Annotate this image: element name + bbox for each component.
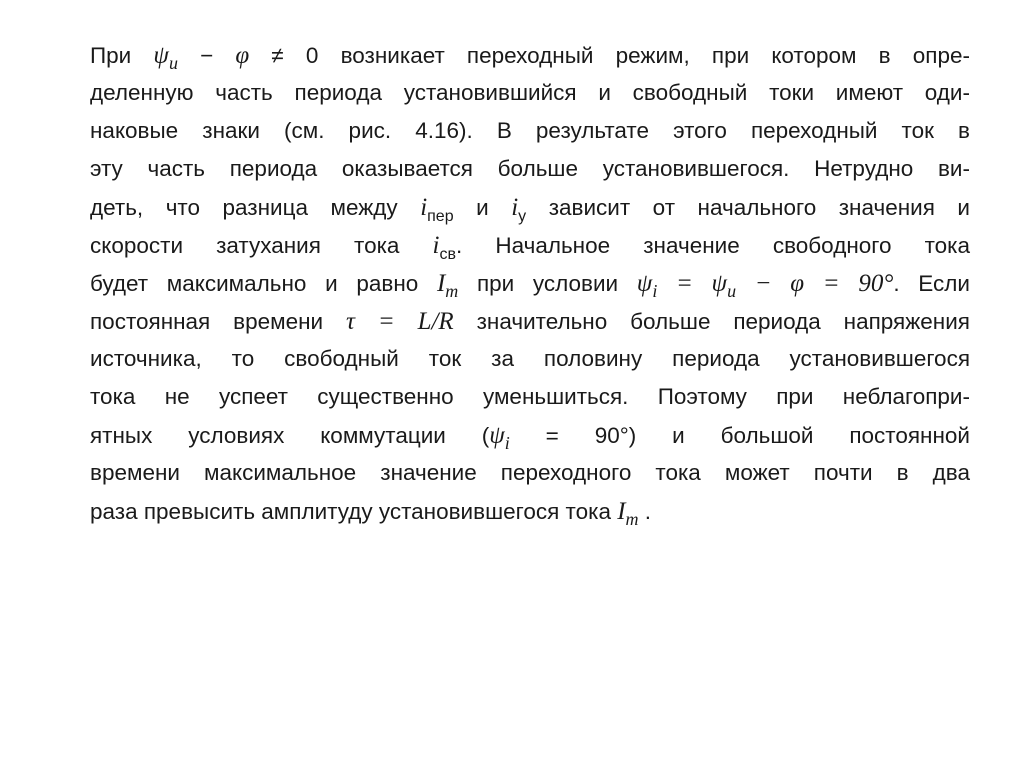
psi-symbol [153,42,178,73]
subscript-u: u [168,53,178,73]
text-line-2: деленную часть периода установившийся и свободный токи имеют оди- [90,80,970,105]
text-segment: скорости затухания тока [90,233,433,258]
text-line-4: эту часть периода оказывается больше установившегося. Нетрудно ви- [90,156,970,181]
text-line-7 [90,270,970,308]
text-line-6 [90,232,970,270]
psi-letter: ψ [636,270,653,297]
text-segment: раза превысить амплитуду установившегося тока [90,499,618,524]
i-letter: i [420,194,428,221]
text-line-8 [90,308,970,346]
subscript-u: u [727,281,737,301]
text-segment: − [177,43,236,68]
i-capital-letter: I [617,498,626,525]
text-line-5 [90,194,970,232]
text-line-9: источника, то свободный ток за половину периода установившегося [90,346,970,371]
text-line-13 [90,498,651,536]
subscript-m: m [445,281,459,301]
im-symbol [617,498,639,529]
text-segment: постоянная времени [90,309,346,334]
psi-letter: ψ [489,422,505,449]
i-capital-letter: I [436,270,446,297]
i-letter: i [432,232,440,259]
subscript-i: i [652,281,658,301]
i-u-symbol [511,194,527,225]
text-segment: ≠ 0 возникает переходный режим, при котором в опре- [249,43,970,68]
psi-letter: ψ [153,42,169,69]
text-segment: . Если [893,271,970,296]
i-letter: i [511,194,519,221]
text-segment: при условии [458,271,637,296]
text-segment: . Начальное значение свободного тока [455,233,970,258]
subscript-i: i [504,433,510,453]
text-line-12: времени максимальное значение переходного тока может почти в два [90,460,970,485]
text-line-10: тока не успеет существенно уменьшиться. Поэтому при неблагопри- [90,384,970,409]
equation-psi [636,270,894,301]
phi-symbol: φ [235,42,250,69]
text-segment: деть, что разница между [90,195,421,220]
text-segment: = 90°) и большой постоянной [509,423,970,448]
i-per-symbol [420,194,454,225]
subscript-m: m [625,509,639,529]
text-line-1 [90,42,970,80]
text-segment: значительно больше периода напряжения [453,309,970,334]
text-line-11 [90,422,970,460]
text-line-3: наковые знаки (см. рис. 4.16). В результате этого переходный ток в [90,118,970,143]
text-segment: зависит от начального значения и [526,195,970,220]
im-symbol [436,270,459,301]
equation-part: − φ = 90° [736,270,894,297]
subscript-u: у [518,208,527,225]
psi-i-symbol [489,422,510,453]
text-segment: . [638,499,652,524]
subscript-sv: св [439,246,456,263]
equation-tau: τ = L/R [345,308,454,335]
subscript-per: пер [427,208,454,225]
text-segment: ятных условиях коммутации ( [90,423,490,448]
text-segment: При [90,43,154,68]
text-segment: и [453,195,512,220]
equation-part: = ψ [657,270,728,297]
i-sv-symbol [432,232,456,263]
text-segment: будет максимально и равно [90,271,437,296]
